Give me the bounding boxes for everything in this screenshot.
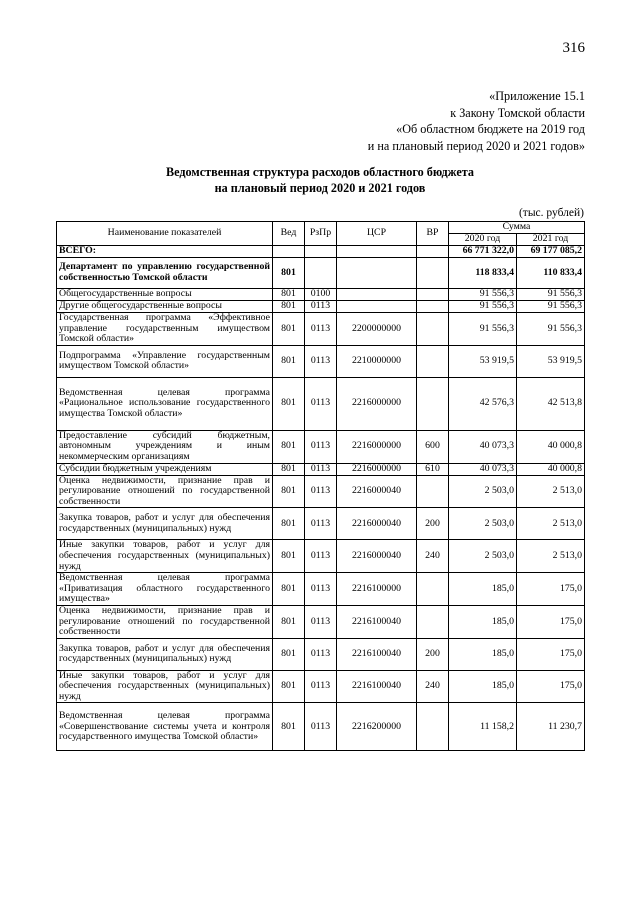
row-rzpr: 0113 — [305, 475, 337, 508]
row-ved: 801 — [273, 345, 305, 377]
row-value-2021: 175,0 — [517, 638, 585, 670]
row-name: Департамент по управлению государственной собственностью Томской области — [57, 258, 273, 289]
row-name: Иные закупки товаров, работ и услуг для обеспечения государственных (муниципальных) нужд — [57, 670, 273, 703]
row-vr — [417, 703, 449, 751]
row-vr — [417, 377, 449, 430]
row-value-2020: 91 556,3 — [449, 313, 517, 346]
row-name: ВСЕГО: — [57, 246, 273, 258]
table-row — [57, 377, 585, 430]
table-row — [57, 463, 585, 475]
units-label: (тыс. рублей) — [518, 207, 584, 219]
row-vr: 200 — [417, 638, 449, 670]
row-vr — [417, 289, 449, 301]
row-value-2021: 2 513,0 — [517, 508, 585, 540]
row-value-2021: 175,0 — [517, 670, 585, 703]
table-row — [57, 605, 585, 638]
row-name: Субсидии бюджетным учреждениям — [57, 463, 273, 475]
row-value-2021: 69 177 085,2 — [517, 246, 585, 258]
row-value-2021: 11 230,7 — [517, 703, 585, 751]
row-name: Ведомственная целевая программа «Рациональное использование государственного имущества Томской области» — [57, 377, 273, 430]
row-ved — [273, 246, 305, 258]
table-row — [57, 508, 585, 540]
row-rzpr: 0113 — [305, 345, 337, 377]
row-ved: 801 — [273, 670, 305, 703]
row-rzpr — [305, 258, 337, 289]
row-rzpr: 0113 — [305, 377, 337, 430]
row-name: Оценка недвижимости, признание прав и регулирование отношений по государственной собственности — [57, 605, 273, 638]
budget-table — [56, 221, 585, 751]
row-value-2020: 2 503,0 — [449, 475, 517, 508]
row-vr — [417, 258, 449, 289]
row-value-2020: 53 919,5 — [449, 345, 517, 377]
row-vr: 610 — [417, 463, 449, 475]
table-row — [57, 246, 585, 258]
table-row — [57, 670, 585, 703]
header-name: Наименование показателей — [57, 222, 273, 246]
row-rzpr: 0113 — [305, 301, 337, 313]
row-ved: 801 — [273, 258, 305, 289]
row-vr — [417, 301, 449, 313]
row-value-2021: 53 919,5 — [517, 345, 585, 377]
row-vr: 240 — [417, 670, 449, 703]
appendix-note — [368, 88, 585, 154]
row-csr: 2216000000 — [337, 430, 417, 463]
header-ved: Вед — [273, 222, 305, 246]
row-vr — [417, 313, 449, 346]
row-ved: 801 — [273, 463, 305, 475]
row-value-2020: 11 158,2 — [449, 703, 517, 751]
row-vr — [417, 605, 449, 638]
row-value-2021: 175,0 — [517, 605, 585, 638]
appendix-line-3: «Об областном бюджете на 2019 год — [396, 122, 585, 136]
row-name: Другие общегосударственные вопросы — [57, 301, 273, 313]
appendix-line-2: к Закону Томской области — [450, 105, 585, 120]
row-csr: 2216000040 — [337, 540, 417, 573]
row-value-2021: 40 000,8 — [517, 430, 585, 463]
row-ved: 801 — [273, 703, 305, 751]
row-ved: 801 — [273, 605, 305, 638]
table-row — [57, 540, 585, 573]
row-csr — [337, 246, 417, 258]
row-ved: 801 — [273, 301, 305, 313]
table-row — [57, 638, 585, 670]
row-ved: 801 — [273, 475, 305, 508]
row-value-2021: 2 513,0 — [517, 540, 585, 573]
row-csr: 2216000040 — [337, 508, 417, 540]
row-value-2020: 185,0 — [449, 573, 517, 606]
header-year-2021: 2021 год — [517, 234, 585, 246]
row-ved: 801 — [273, 430, 305, 463]
row-value-2021: 91 556,3 — [517, 301, 585, 313]
row-value-2020: 185,0 — [449, 670, 517, 703]
row-csr — [337, 258, 417, 289]
row-rzpr: 0113 — [305, 573, 337, 606]
row-value-2020: 91 556,3 — [449, 289, 517, 301]
row-name: Общегосударственные вопросы — [57, 289, 273, 301]
row-value-2021: 42 513,8 — [517, 377, 585, 430]
table-row — [57, 313, 585, 346]
row-csr: 2216200000 — [337, 703, 417, 751]
row-rzpr: 0113 — [305, 430, 337, 463]
row-vr — [417, 246, 449, 258]
row-value-2021: 175,0 — [517, 573, 585, 606]
row-csr: 2216100040 — [337, 638, 417, 670]
row-csr: 2216100040 — [337, 605, 417, 638]
header-csr: ЦСР — [337, 222, 417, 246]
row-ved: 801 — [273, 508, 305, 540]
row-rzpr: 0113 — [305, 670, 337, 703]
row-rzpr — [305, 246, 337, 258]
title-line-1: Ведомственная структура расходов областного бюджета — [166, 165, 474, 179]
row-vr: 600 — [417, 430, 449, 463]
row-name: Закупка товаров, работ и услуг для обеспечения государственных (муниципальных) нужд — [57, 638, 273, 670]
row-name: Иные закупки товаров, работ и услуг для обеспечения государственных (муниципальных) нужд — [57, 540, 273, 573]
header-rzpr: РзПр — [305, 222, 337, 246]
row-csr: 2210000000 — [337, 345, 417, 377]
header-sum: Сумма — [449, 222, 585, 234]
row-name: Ведомственная целевая программа «Приватизация областного государственного имущества» — [57, 573, 273, 606]
row-value-2021: 91 556,3 — [517, 313, 585, 346]
page-number: 316 — [562, 40, 585, 56]
table-row — [57, 573, 585, 606]
row-name: Подпрограмма «Управление государственным имуществом Томской области» — [57, 345, 273, 377]
row-value-2020: 2 503,0 — [449, 540, 517, 573]
row-value-2021: 110 833,4 — [517, 258, 585, 289]
row-value-2020: 2 503,0 — [449, 508, 517, 540]
row-rzpr: 0113 — [305, 313, 337, 346]
row-ved: 801 — [273, 638, 305, 670]
row-value-2021: 91 556,3 — [517, 289, 585, 301]
table-row — [57, 301, 585, 313]
row-csr: 2216100040 — [337, 670, 417, 703]
table-row — [57, 289, 585, 301]
table-row — [57, 258, 585, 289]
row-name: Ведомственная целевая программа «Совершенствование системы учета и контроля государственного имущества Томской области» — [57, 703, 273, 751]
row-value-2020: 40 073,3 — [449, 430, 517, 463]
row-rzpr: 0113 — [305, 638, 337, 670]
header-year-2020: 2020 год — [449, 234, 517, 246]
row-name: Государственная программа «Эффективное управление государственным имуществом Томской области» — [57, 313, 273, 346]
row-ved: 801 — [273, 540, 305, 573]
row-value-2020: 42 576,3 — [449, 377, 517, 430]
row-rzpr: 0113 — [305, 463, 337, 475]
row-name: Закупка товаров, работ и услуг для обеспечения государственных (муниципальных) нужд — [57, 508, 273, 540]
row-value-2021: 2 513,0 — [517, 475, 585, 508]
row-value-2020: 118 833,4 — [449, 258, 517, 289]
row-name: Предоставление субсидий бюджетным, автономным учреждениям и иным некоммерческим организациям — [57, 430, 273, 463]
row-value-2020: 185,0 — [449, 605, 517, 638]
row-vr: 240 — [417, 540, 449, 573]
table-row — [57, 430, 585, 463]
document-title — [0, 164, 640, 196]
header-vr: ВР — [417, 222, 449, 246]
table-row — [57, 475, 585, 508]
row-rzpr: 0100 — [305, 289, 337, 301]
row-csr: 2200000000 — [337, 313, 417, 346]
table-row — [57, 345, 585, 377]
row-csr: 2216000040 — [337, 475, 417, 508]
row-ved: 801 — [273, 377, 305, 430]
row-value-2020: 91 556,3 — [449, 301, 517, 313]
row-rzpr: 0113 — [305, 703, 337, 751]
row-value-2020: 185,0 — [449, 638, 517, 670]
title-line-2: на плановый период 2020 и 2021 годов — [214, 181, 426, 195]
row-ved: 801 — [273, 313, 305, 346]
row-rzpr: 0113 — [305, 508, 337, 540]
row-csr: 2216000000 — [337, 463, 417, 475]
row-vr — [417, 573, 449, 606]
row-rzpr: 0113 — [305, 605, 337, 638]
row-ved: 801 — [273, 573, 305, 606]
table-body — [57, 246, 585, 751]
appendix-line-1: «Приложение 15.1 — [489, 89, 585, 103]
row-ved: 801 — [273, 289, 305, 301]
row-name: Оценка недвижимости, признание прав и регулирование отношений по государственной собственности — [57, 475, 273, 508]
row-csr: 2216000000 — [337, 377, 417, 430]
row-value-2021: 40 000,8 — [517, 463, 585, 475]
row-csr — [337, 289, 417, 301]
row-value-2020: 40 073,3 — [449, 463, 517, 475]
row-vr — [417, 345, 449, 377]
row-rzpr: 0113 — [305, 540, 337, 573]
row-csr — [337, 301, 417, 313]
table-row — [57, 703, 585, 751]
row-vr — [417, 475, 449, 508]
appendix-line-4: и на плановый период 2020 и 2021 годов» — [367, 138, 585, 153]
row-value-2020: 66 771 322,0 — [449, 246, 517, 258]
row-vr: 200 — [417, 508, 449, 540]
row-csr: 2216100000 — [337, 573, 417, 606]
